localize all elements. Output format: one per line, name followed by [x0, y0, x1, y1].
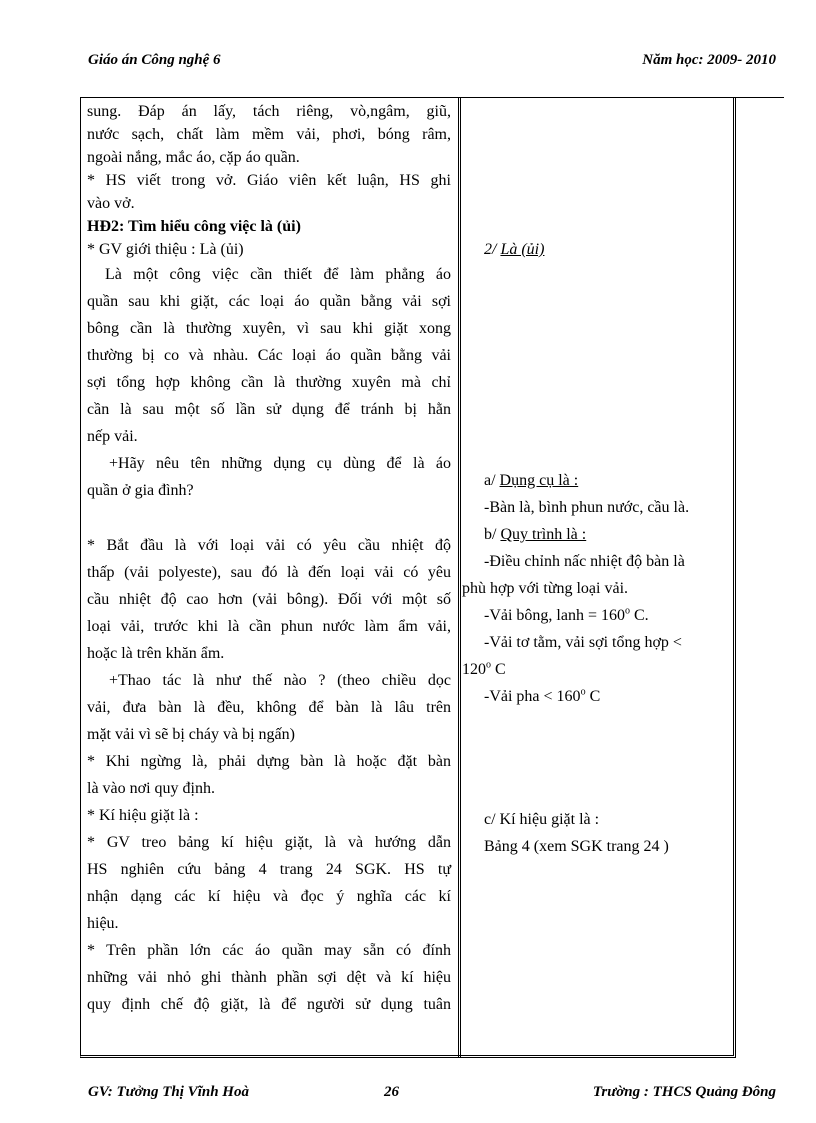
- temp-silk-value: 120$^o$ C: [462, 659, 506, 678]
- subsection-b-heading: [462, 521, 734, 548]
- left-line: vào vở.: [87, 195, 135, 212]
- left-line: nếp vải.: [87, 428, 138, 445]
- footer-school: Trường : THCS Quảng Đông: [592, 1084, 776, 1100]
- temp-cotton: -Vải bông, lanh = $160^o$ C.: [484, 605, 649, 624]
- left-line: +Thao tác là như thế nào ? (theo chiều dọc: [109, 672, 451, 689]
- left-line: cầu nhiệt độ cao hơn (vải bông). Đối với một số: [87, 591, 451, 608]
- subsection-b-number: b/: [484, 526, 497, 543]
- left-line: cần là sau một số lần sử dụng để tránh bị hằn: [87, 401, 451, 418]
- section-2-number: 2/: [484, 241, 497, 258]
- left-line: * GV treo bảng kí hiệu giặt, là và hướng dẫn: [87, 834, 451, 851]
- tools-list: -Bàn là, bình phun nước, cầu là.: [484, 499, 690, 516]
- left-line: * Khi ngừng là, phải dựng bàn là hoặc đặt bàn: [87, 753, 451, 770]
- left-line: Là một công việc cần thiết để làm phẳng áo: [105, 266, 451, 283]
- procedure-line: phù hợp với từng loại vải.: [462, 580, 629, 597]
- header-school-year: Năm học: 2009- 2010: [642, 52, 776, 68]
- content-column: [462, 100, 734, 860]
- subsection-b-title: Quy trình là :: [500, 526, 587, 543]
- left-line: những vải nhỏ ghi thành phần sợi dệt và kí hiệu: [87, 969, 451, 986]
- left-line: quần ở gia đình?: [87, 482, 194, 499]
- left-line: * HS viết trong vở. Giáo viên kết luận, HS ghi: [87, 172, 451, 189]
- procedure-line: -Điều chỉnh nấc nhiệt độ bàn là: [484, 553, 685, 570]
- left-line: mặt vải vì sẽ bị cháy và bị ngấn): [87, 726, 295, 743]
- left-line: * Bắt đầu là với loại vải có yêu cầu nhiệt độ: [87, 537, 451, 554]
- subsection-a-number: a/: [484, 472, 496, 489]
- temp-blend: -Vải pha < $160^o$ C: [484, 686, 601, 705]
- left-line: ngoài nắng, mắc áo, cặp áo quần.: [87, 149, 300, 166]
- page-number: 26: [384, 1084, 399, 1100]
- footer-teacher: GV: Tưởng Thị Vĩnh Hoà: [88, 1084, 249, 1100]
- left-line: loại vải, trước khi là cần phun nước làm ẩm vải,: [87, 618, 451, 635]
- left-line: quy định chế độ giặt, là để người sử dụng tuân: [87, 996, 451, 1013]
- section-2-title: Là (ủi): [500, 241, 545, 258]
- left-line: * GV giới thiệu : Là (ủi): [87, 241, 244, 258]
- left-line: thường bị co và nhàu. Các loại áo quần bằng vải: [87, 347, 451, 364]
- left-line: +Hãy nêu tên những dụng cụ dùng để là áo: [109, 455, 451, 472]
- subsection-a-title: Dụng cụ là :: [499, 472, 579, 489]
- left-line: hiệu.: [87, 915, 119, 932]
- left-line: * Kí hiệu giặt là :: [87, 807, 199, 824]
- left-line: bông cần là thường xuyên, vì sau khi giặt xong: [87, 320, 451, 337]
- left-line: sợi tổng hợp không cần là thường xuyên mà chỉ: [87, 374, 451, 391]
- activity-heading: HĐ2: Tìm hiểu công việc là (ủi): [87, 218, 301, 235]
- column-divider: [458, 98, 461, 1058]
- header-subject: Giáo án Công nghệ 6: [88, 52, 221, 68]
- left-line: hoặc là trên khăn ẩm.: [87, 645, 225, 662]
- left-line: thấp (vải polyeste), sau đó là đến loại vải có yêu: [87, 564, 451, 581]
- activities-column: [87, 100, 451, 1018]
- left-line: quần sau khi giặt, các loại áo quần bằng vải sợi: [87, 293, 451, 310]
- left-line: là vào nơi quy định.: [87, 780, 215, 797]
- left-line: sung. Đáp án lấy, tách riêng, vò,ngâm, giũ,: [87, 103, 451, 120]
- left-line: nước sạch, chất làm mềm vải, phơi, bóng râm,: [87, 126, 451, 143]
- subsection-c-heading: c/ Kí hiệu giặt là :: [484, 811, 600, 828]
- temp-silk-line: -Vải tơ tằm, vải sợi tổng hợp <: [484, 634, 682, 651]
- left-line: HS nghiên cứu bảng 4 trang 24 SGK. HS tự: [87, 861, 451, 878]
- left-line: * Trên phần lớn các áo quần may sẵn có đính: [87, 942, 451, 959]
- section-2-heading: [462, 238, 734, 261]
- subsection-a-heading: [462, 467, 734, 494]
- left-line: vải, đưa bàn là đều, không để bàn là lâu trên: [87, 699, 451, 716]
- symbols-reference: Bảng 4 (xem SGK trang 24 ): [484, 838, 669, 855]
- left-line: nhận dạng các kí hiệu và đọc ý nghĩa các kí: [87, 888, 451, 905]
